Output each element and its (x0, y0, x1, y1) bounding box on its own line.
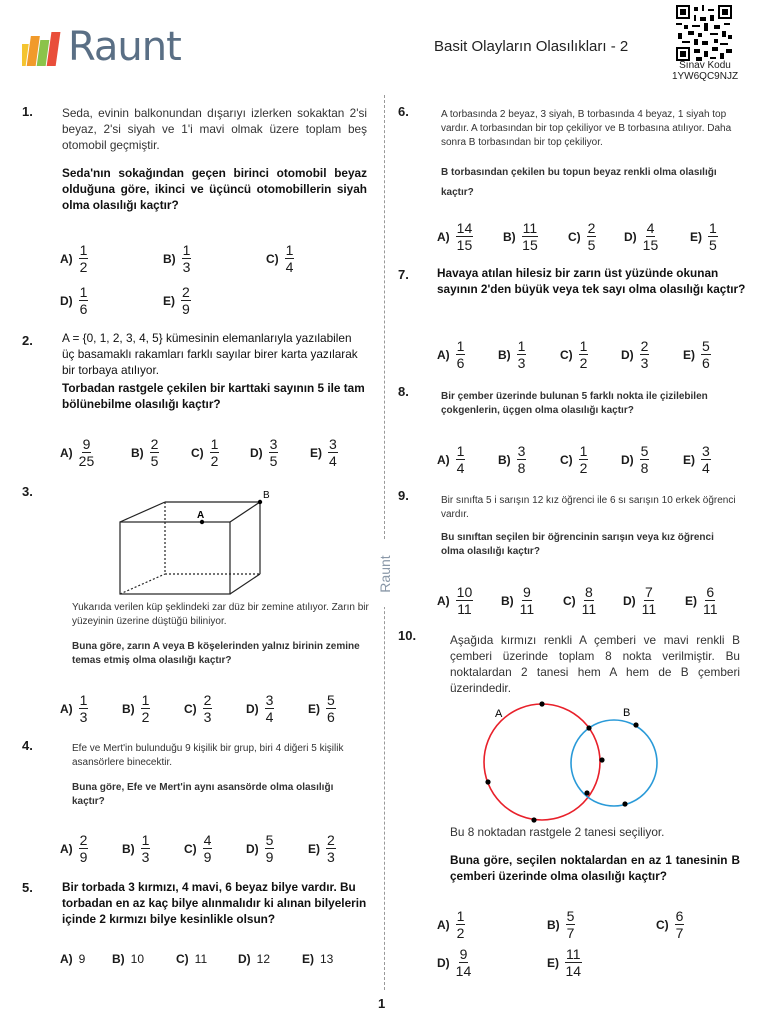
circles-figure (478, 700, 668, 825)
option-b[interactable]: B) $\frac{11}{15}$ (503, 220, 538, 253)
option-e[interactable]: E) $\frac{2}{3}$ (308, 832, 335, 865)
option-b[interactable]: B) $\frac{9}{11}$ (501, 584, 535, 617)
circle-a (484, 704, 600, 820)
point (622, 801, 627, 806)
question-prompt: Havaya atılan hilesiz bir zarın üst yüzünde okunan sayının 2'den büyük veya tek sayı olma olasılığı kaçtır? (437, 266, 746, 296)
option-c[interactable]: C) $\frac{2}{3}$ (184, 692, 212, 725)
question-text: A torbasında 2 beyaz, 3 siyah, B torbasında 4 beyaz, 1 siyah top vardır. A torbasından bir top çekiliyor ve B torbasına atılıyor. Daha sonra B torbasından bir top çekiliyor. (441, 109, 732, 148)
option-b[interactable]: B) $\frac{1}{3}$ (163, 242, 191, 275)
question-number: 2. (22, 333, 33, 348)
option-a[interactable]: A) $\frac{10}{11}$ (437, 584, 473, 617)
question-text: Yukarıda verilen küp şeklindeki zar düz bir zemine atılıyor. Zarın bir yüzeyinin üzerine düştüğü biliniyor. (72, 602, 369, 627)
option-d[interactable]: D) $\frac{3}{5}$ (250, 436, 278, 469)
point (633, 722, 638, 727)
question-text: Aşağıda kırmızı renkli A çemberi ve mavi renkli B çemberi üzerinde toplam 8 nokta verilmiştir. Bu noktalardan 2 tanesi hem A hem de B çemberi üzerindedir. (450, 633, 740, 695)
question-number: 3. (22, 484, 33, 499)
option-d[interactable]: D) 12 (238, 952, 271, 966)
question-text: Seda, evinin balkonundan dışarıyı izlerken sokaktan 2'si beyaz, 2'si siyah ve 1'i mavi olmak üzere toplam beş otomobil geçmiştir. (62, 106, 367, 152)
circle-b-label: B (623, 707, 631, 719)
vertex-a-label: A (197, 510, 205, 521)
option-d[interactable]: D) $\frac{7}{11}$ (623, 584, 657, 617)
option-b[interactable]: B) $\frac{2}{5}$ (131, 436, 159, 469)
question-prompt: Buna göre, seçilen noktalardan en az 1 tanesinin B çemberi üzerinde olma olasılığı kaçtır? (450, 853, 740, 883)
option-d[interactable]: D) $\frac{9}{14}$ (437, 946, 472, 979)
brand-name: Raunt (68, 24, 181, 70)
option-a[interactable]: A) $\frac{1}{4}$ (437, 443, 465, 476)
question-prompt: Bu sınıftan seçilen bir öğrencinin sarışın veya kız öğrenci olma olasılığı kaçtır? (441, 532, 714, 557)
brand-logo (22, 24, 181, 70)
point (485, 779, 490, 784)
option-b[interactable]: B) 10 (112, 952, 145, 966)
option-b[interactable]: B) $\frac{1}{3}$ (498, 338, 526, 371)
question-prompt: Seda'nın sokağından geçen birinci otomobil beyaz olduğuna göre, ikinci ve üçüncü otomobillerin siyah olma olasılığı kaçtır? (62, 166, 367, 212)
question-text: Efe ve Mert'in bulunduğu 9 kişilik bir grup, biri 4 diğeri 5 kişilik asansörlere binecektir. (72, 743, 344, 768)
point (584, 790, 589, 795)
option-b[interactable]: B) $\frac{1}{3}$ (122, 832, 150, 865)
option-e[interactable]: E) $\frac{5}{6}$ (308, 692, 335, 725)
qr-code (676, 5, 732, 61)
option-e[interactable]: E) $\frac{6}{11}$ (685, 584, 718, 617)
option-e[interactable]: E) $\frac{3}{4}$ (683, 443, 710, 476)
qr-code-icon (676, 5, 732, 61)
question-prompt: B torbasından çekilen bu topun beyaz renkli olma olasılığı kaçtır? (441, 167, 717, 198)
option-c[interactable]: C) $\frac{1}{2}$ (560, 443, 588, 476)
option-e[interactable]: E) $\frac{11}{14}$ (547, 946, 582, 979)
option-e[interactable]: E) $\frac{5}{6}$ (683, 338, 710, 371)
option-a[interactable]: A) $\frac{1}{2}$ (60, 242, 88, 275)
option-d[interactable]: D) $\frac{2}{3}$ (621, 338, 649, 371)
option-d[interactable]: D) $\frac{3}{4}$ (246, 692, 274, 725)
exam-code: 1YW6QC9NJZ (671, 71, 739, 82)
question-note: Bu 8 noktadan rastgele 2 tanesi seçiliyor. (450, 825, 665, 839)
question-number: 6. (398, 104, 409, 119)
option-c[interactable]: C) $\frac{6}{7}$ (656, 908, 684, 941)
point (599, 757, 604, 762)
brand-logo-icon (22, 28, 64, 66)
page-number: 1 (378, 996, 386, 1011)
option-a[interactable]: A) $\frac{2}{9}$ (60, 832, 88, 865)
circle-b (571, 720, 657, 806)
option-c[interactable]: C) $\frac{1}{4}$ (266, 242, 294, 275)
option-a[interactable]: A) $\frac{14}{15}$ (437, 220, 473, 253)
option-c[interactable]: C) $\frac{1}{2}$ (191, 436, 219, 469)
option-a[interactable]: A) $\frac{1}{2}$ (437, 908, 465, 941)
exam-code-label: Sınav Kodu (679, 60, 731, 71)
question-prompt: Buna göre, Efe ve Mert'in aynı asansörde olma olasılığı kaçtır? (72, 782, 334, 807)
page-title: Basit Olayların Olasılıkları - 2 (434, 38, 629, 55)
option-d[interactable]: D) $\frac{5}{8}$ (621, 443, 649, 476)
option-c[interactable]: C) $\frac{2}{5}$ (568, 220, 596, 253)
option-b[interactable]: B) $\frac{3}{8}$ (498, 443, 526, 476)
watermark-text: Raunt (377, 541, 393, 607)
circle-a-label: A (495, 708, 503, 720)
question-number: 8. (398, 384, 409, 399)
option-c[interactable]: C) $\frac{8}{11}$ (563, 584, 597, 617)
point (539, 701, 544, 706)
question-text: A = {0, 1, 2, 3, 4, 5} kümesinin elemanlarıyla yazılabilen üç basamaklı rakamları farklı sayılar birer karta yazılarak bir torbaya atılıyor. (62, 331, 358, 377)
question-prompt: Bir çember üzerinde bulunan 5 farklı nokta ile çizilebilen çokgenlerin, üçgen olma olasılığı kaçtır? (441, 391, 708, 416)
option-c[interactable]: C) 11 (176, 952, 208, 966)
option-e[interactable]: E) $\frac{2}{9}$ (163, 284, 190, 317)
question-prompt: Bir torbada 3 kırmızı, 4 mavi, 6 beyaz bilye vardır. Bu torbadan en az kaç bilye alınmalıdır ki alınan bilyelerin içinde 2 kırmızı bilye kesinlikle olsun? (62, 880, 367, 926)
cube-figure (110, 488, 280, 603)
watermark (374, 540, 396, 610)
point (586, 725, 591, 730)
question-number: 4. (22, 738, 33, 753)
option-d[interactable]: D) $\frac{1}{6}$ (60, 284, 88, 317)
option-e[interactable]: E) 13 (302, 952, 334, 966)
question-number: 9. (398, 488, 409, 503)
question-number: 5. (22, 880, 33, 895)
question-prompt: Buna göre, zarın A veya B köşelerinden yalnız birinin zemine temas etmiş olma olasılığı kaçtır? (72, 641, 360, 666)
option-c[interactable]: C) $\frac{4}{9}$ (184, 832, 212, 865)
vertex-b-label: B (263, 490, 270, 501)
option-c[interactable]: C) $\frac{1}{2}$ (560, 338, 588, 371)
option-a[interactable]: A) 9 (60, 952, 86, 966)
option-e[interactable]: E) $\frac{3}{4}$ (310, 436, 337, 469)
option-a[interactable]: A) $\frac{9}{25}$ (60, 436, 95, 469)
option-b[interactable]: B) $\frac{1}{2}$ (122, 692, 150, 725)
vertex-b (258, 500, 262, 504)
question-number: 10. (398, 628, 417, 643)
option-b[interactable]: B) $\frac{5}{7}$ (547, 908, 575, 941)
point (531, 817, 536, 822)
option-a[interactable]: A) $\frac{1}{3}$ (60, 692, 88, 725)
option-d[interactable]: D) $\frac{5}{9}$ (246, 832, 274, 865)
question-prompt: Torbadan rastgele çekilen bir karttaki sayının 5 ile tam bölünebilme olasılığı kaçtır? (62, 381, 365, 411)
option-a[interactable]: A) $\frac{1}{6}$ (437, 338, 465, 371)
question-number: 7. (398, 267, 409, 282)
question-text: Bir sınıfta 5 i sarışın 12 kız öğrenci ile 6 sı sarışın 10 erkek öğrenci vardır. (441, 495, 736, 520)
option-e[interactable]: E) $\frac{1}{5}$ (690, 220, 717, 253)
question-number: 1. (22, 104, 33, 119)
option-d[interactable]: D) $\frac{4}{15}$ (624, 220, 659, 253)
